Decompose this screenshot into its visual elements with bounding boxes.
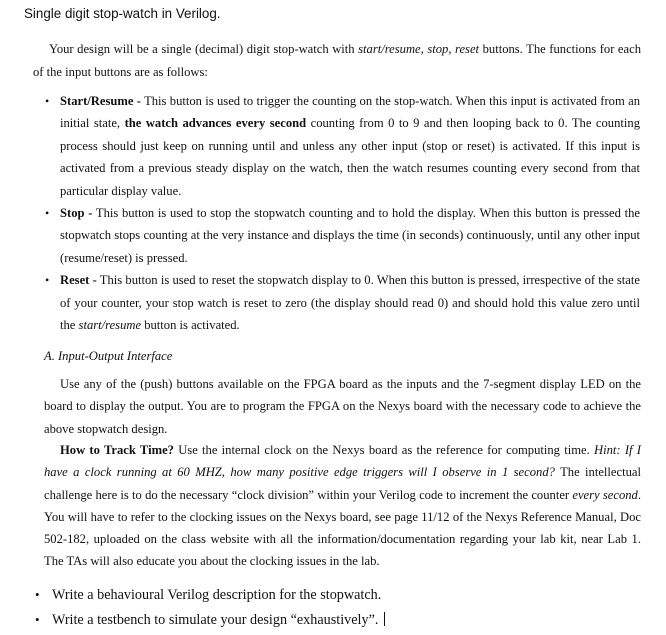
- start-resume-text-2: counting from 0 to 9 and then looping back to 0. The counting process should just keep on running until and unless any other input (stop or reset) is activated. If this input is activated from a previous steady display on the watch, then the watch resumes counting every second from that particular display value.: [60, 116, 640, 198]
- intro-text-2: buttons. The functions for each of the input buttons are as follows:: [33, 42, 641, 79]
- intro-buttons-italic: start/resume, stop, reset: [358, 42, 480, 56]
- track-time-bold: How to Track Time?: [60, 443, 174, 457]
- text-cursor: [384, 612, 385, 626]
- track-time-paragraph: [44, 439, 641, 573]
- start-resume-bold: the watch advances every second: [124, 116, 307, 131]
- intro-paragraph: [33, 38, 641, 83]
- bullet-icon: •: [35, 611, 40, 627]
- label-start-resume: Start/Resume -: [60, 94, 141, 108]
- list-item-start-resume: [44, 90, 640, 202]
- task-item: [34, 583, 634, 608]
- track-time-text-1: Use the internal clock on the Nexys board as the reference for computing time.: [173, 443, 595, 457]
- label-reset: Reset -: [60, 273, 97, 288]
- document-title: Single digit stop-watch in Verilog.: [24, 6, 221, 21]
- track-time-text-2: The intellectual challenge here is to do the necessary “clock division” within your Verilog code to increment the counter: [44, 465, 641, 502]
- start-resume-text-1: This button is used to trigger the counting on the stop-watch. When this input is activated from an initial state,: [60, 94, 640, 131]
- reset-text-1: This button is used to reset the stopwatch display to 0. When this button is pressed, irrespective of the state of your counter, your stop watch is reset to zero (the display should read 0) and should hold this value zero until the: [60, 273, 640, 333]
- hint-italic: Hint: If I have a clock running at 60 MHZ, how many positive edge triggers will I observe in 1 second?: [44, 443, 641, 480]
- intro-text-1: Your design will be a single (decimal) digit stop-watch with: [49, 42, 359, 56]
- stop-text: This button is used to stop the stopwatch counting and to hold the display. When this button is pressed the stopwatch stops counting at the very instance and displays the time (in seconds) continuously, until any other input (resume/reset) is pressed.: [60, 206, 640, 265]
- button-function-list: [44, 90, 640, 336]
- task-text: Write a testbench to simulate your design “exhaustively”.: [52, 611, 379, 628]
- reset-text-2: button is activated.: [141, 318, 240, 333]
- list-item-stop: [44, 202, 640, 269]
- list-item-reset: [44, 269, 640, 336]
- label-stop: Stop -: [60, 206, 93, 221]
- section-heading-a: A. Input-Output Interface: [44, 349, 173, 363]
- bullet-icon: •: [35, 587, 40, 602]
- bullet-icon: •: [45, 206, 50, 221]
- bullet-icon: •: [45, 94, 50, 108]
- task-item: [34, 608, 634, 633]
- task-text: Write a behavioural Verilog description for the stopwatch.: [52, 587, 382, 603]
- track-time-text-3: . You will have to refer to the clocking issues on the Nexys board, see page 11/12 of the Nexys Reference Manual, Doc 502-182, uploaded on the class website with all the information/documentation regarding your lab kit, near Lab 1. The TAs will also educate you about the clocking issues in the lab.: [44, 487, 641, 569]
- reset-italic: start/resume: [78, 318, 142, 333]
- io-paragraph: Use any of the (push) buttons available on the FPGA board as the inputs and the 7-segment display LED on the board to display the output. You are to program the FPGA on the Nexys board with the necessary code to achieve the above stopwatch design.: [44, 377, 641, 436]
- bullet-icon: •: [45, 273, 50, 288]
- task-list: [34, 583, 634, 632]
- every-second-italic: every second: [572, 487, 638, 502]
